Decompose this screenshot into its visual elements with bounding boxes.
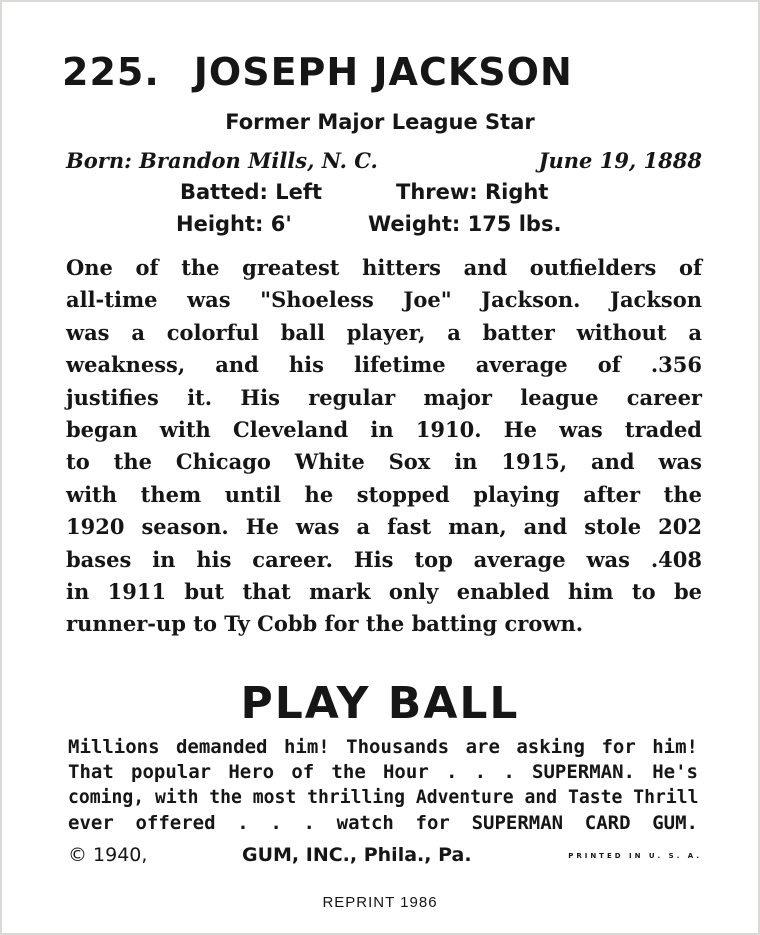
- birth-info: [66, 148, 702, 173]
- promo-line: Millions demanded him! Thousands are asking for him!: [68, 736, 698, 758]
- bio-line: 1920 season. He was a fast man, and stole 202: [66, 514, 702, 540]
- birth-date: June 19, 1888: [538, 148, 702, 173]
- bio-line: began with Cleveland in 1910. He was traded: [66, 417, 702, 443]
- card-footer: [68, 844, 702, 872]
- birthplace: Born: Brandon Mills, N. C.: [66, 148, 378, 173]
- copyright-notice: © 1940,: [68, 844, 148, 866]
- bio-line: justifies it. His regular major league career: [66, 384, 702, 410]
- bio-line: all-time was "Shoeless Joe" Jackson. Jackson: [66, 287, 702, 313]
- player-biography: [66, 252, 702, 641]
- bio-line: runner-up to Ty Cobb for the batting crown.: [66, 611, 584, 637]
- superman-promo: [68, 735, 698, 836]
- card-title: [62, 50, 573, 94]
- player-name: JOSEPH JACKSON: [193, 50, 573, 94]
- bio-line: was a colorful ball player, a batter without a: [66, 319, 702, 345]
- play-ball-heading: PLAY BALL: [240, 678, 520, 729]
- promo-line: That popular Hero of the Hour . . . SUPERMAN. He's: [68, 761, 698, 784]
- printed-in-usa: PRINTED IN U. S. A.: [568, 852, 702, 860]
- card-number: 225.: [62, 50, 160, 94]
- bio-line: with them until he stopped playing after the: [66, 481, 702, 507]
- bio-line: weakness, and his lifetime average of .356: [66, 352, 702, 378]
- reprint-notice: REPRINT 1986: [322, 894, 438, 911]
- threw-stat: Threw: Right: [396, 180, 549, 204]
- publisher: GUM, INC., Phila., Pa.: [242, 844, 472, 866]
- player-subtitle: Former Major League Star: [225, 110, 535, 134]
- weight-stat: Weight: 175 lbs.: [368, 212, 562, 236]
- bio-line: to the Chicago White Sox in 1915, and was: [66, 449, 702, 475]
- promo-line: ever offered . . . watch for SUPERMAN CARD GUM.: [68, 811, 698, 834]
- bio-line: One of the greatest hitters and outfielders of: [66, 255, 702, 280]
- bio-line: in 1911 but that mark only enabled him to be: [66, 579, 702, 605]
- bio-line: bases in his career. His top average was .408: [66, 546, 702, 572]
- height-stat: Height: 6': [176, 212, 292, 236]
- promo-line: coming, with the most thrilling Adventure and Taste Thrill: [68, 786, 699, 809]
- batted-stat: Batted: Left: [180, 180, 323, 204]
